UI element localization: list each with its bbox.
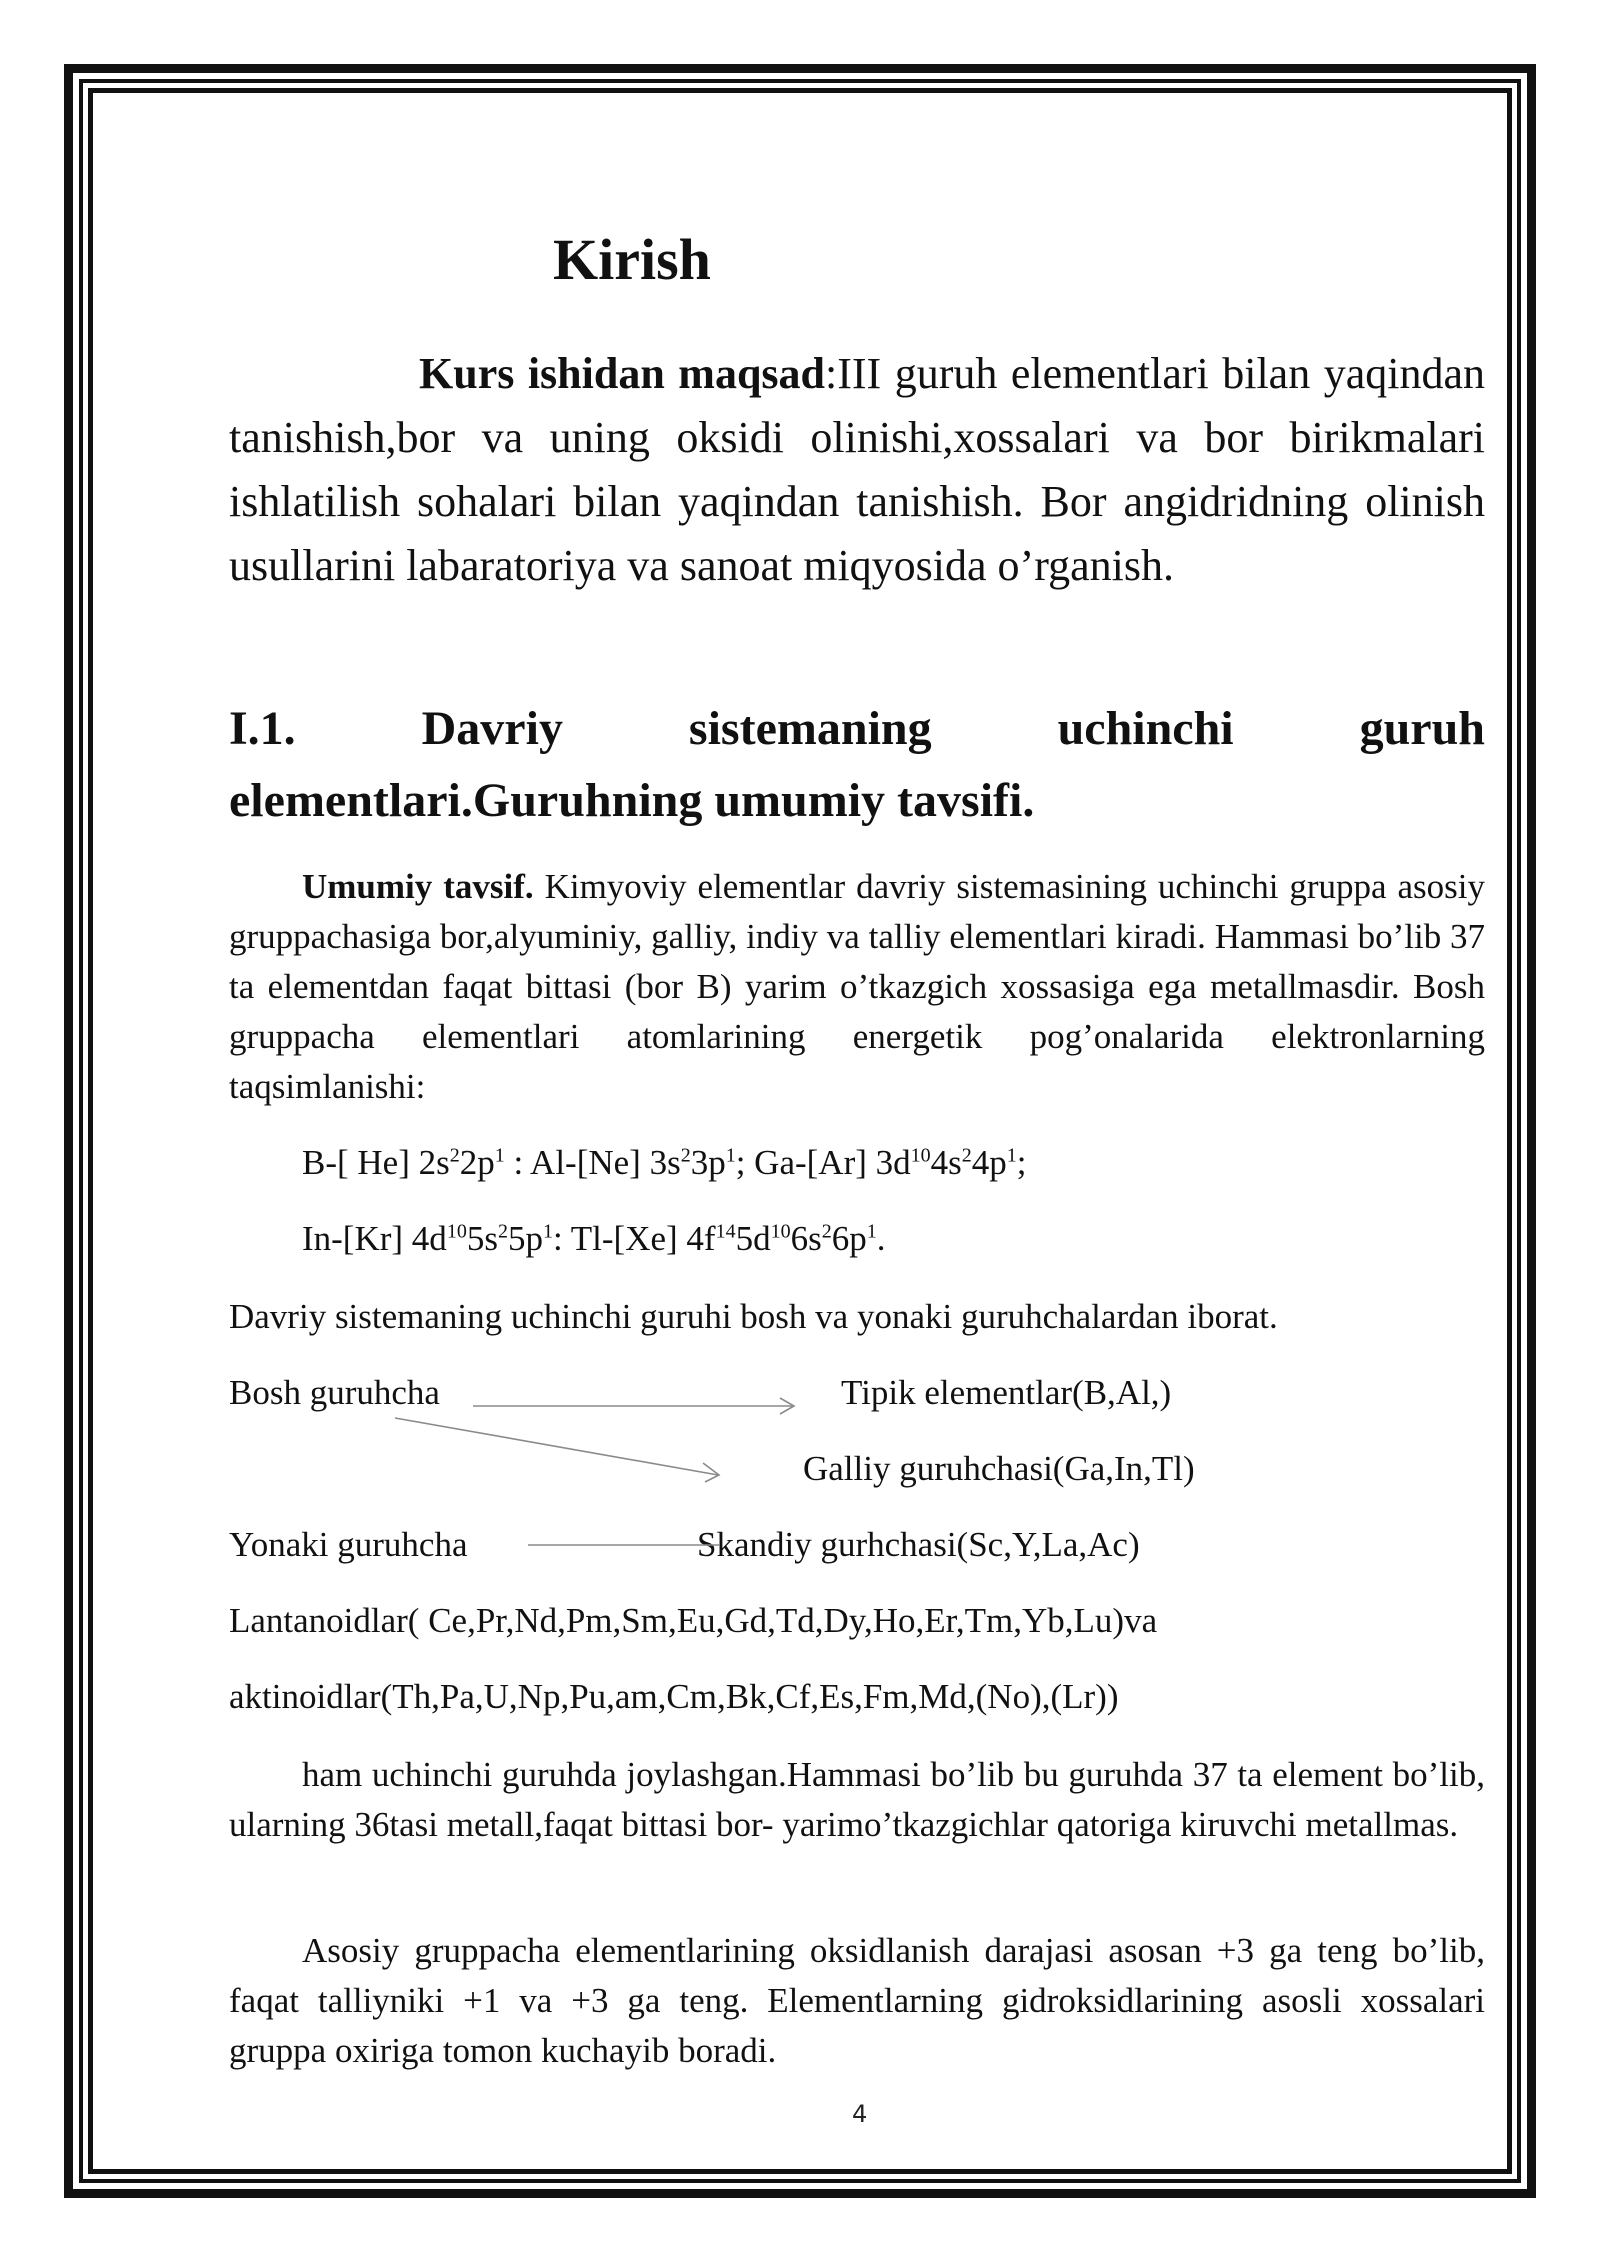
formula-superscript: 1 (866, 1220, 877, 1243)
heading-word: uchinchi (1057, 702, 1234, 755)
heading-word: guruh (1359, 702, 1485, 755)
page-number: 4 (852, 2100, 868, 2128)
paragraph-text: ham uchinchi guruhda joylashgan.Hammasi bo’lib bu guruhda 37 ta element bo’lib, ularning 36tasi metall,faqat bittasi bor- yarimo’tkazgichlar qatoriga kiruvchi metallmas. (229, 1755, 1485, 1844)
bosh-guruhcha-label: Bosh guruhcha (229, 1373, 440, 1412)
formula-text: : Tl-[Xe] 4f (552, 1219, 716, 1258)
paragraph-text: Kimyoviy elementlar davriy sistemasining uchinchi gruppa asosiy gruppachasiga bor,alyuminiy, galliy, indiy va talliy elementlari kiradi. Hammasi bo’lib 37 ta elementdan faqat bittasi (bor B) yarim o’tkazgich xossasiga ega metallmasdir. Bosh gruppacha elementlari atomlarining energetik pog’onalarida elektronlarning taqsimlanishi: (229, 867, 1485, 1106)
formula-superscript: 10 (446, 1220, 467, 1243)
formula-text: 2p (459, 1143, 495, 1182)
formula-text: . (876, 1219, 886, 1258)
electron-config-line-2 (302, 1214, 885, 1264)
formula-superscript: 2 (821, 1220, 832, 1243)
formula-text: 5p (507, 1219, 543, 1258)
intro-lead: Kurs ishidan maqsad (419, 349, 826, 398)
heading-word: sistemaning (688, 702, 932, 755)
formula-superscript: 10 (770, 1220, 791, 1243)
paragraph-lead-bold: Umumiy tavsif. (302, 867, 534, 906)
yonaki-guruhcha-label: Yonaki guruhcha (229, 1525, 468, 1564)
formula-text: In-[Kr] 4d (302, 1219, 447, 1258)
lantanoids-line: Lantanoidlar( Ce,Pr,Nd,Pm,Sm,Eu,Gd,Td,Dy,Ho,Er,Tm,Yb,Lu)va (229, 1601, 1158, 1640)
section-heading-line2: elementlari.Guruhning umumiy tavsifi. (229, 774, 1035, 827)
formula-superscript: 2 (449, 1144, 460, 1167)
formula-superscript: 1 (494, 1144, 505, 1167)
formula-superscript: 2 (961, 1144, 972, 1167)
formula-superscript: 1 (725, 1144, 736, 1167)
formula-text: 4s (930, 1143, 962, 1182)
formula-text: ; (1016, 1143, 1027, 1182)
formula-text: B-[ He] 2s (302, 1143, 450, 1182)
page-title: Kirish (553, 227, 711, 292)
intro-paragraph (229, 342, 1485, 598)
formula-text: 4p (971, 1143, 1007, 1182)
formula-superscript: 1 (542, 1220, 553, 1243)
formula-superscript: 14 (715, 1220, 736, 1243)
paragraph-oxidation-states (229, 1926, 1485, 2076)
aktinoids-line: aktinoidlar(Th,Pa,U,Np,Pu,am,Cm,Bk,Cf,Es,Fm,Md,(No),(Lr)) (229, 1677, 1119, 1716)
intro-text: :III guruh elementlari bilan yaqindan tanishish,bor va uning oksidi olinishi,xossalari va bor birikmalari ishlatilish sohalari bilan yaqindan tanishish. Bor angidridning olinish usullarini labaratoriya va sanoat miqyosida o’rganish. (229, 349, 1485, 590)
paragraph-text: Asosiy gruppacha elementlarining oksidlanish darajasi asosan +3 ga teng bo’lib, faqat talliyniki +1 va +3 ga teng. Elementlarning gidroksidlarining asosli xossalari gruppa oxiriga tomon kuchayib boradi. (229, 1931, 1485, 2070)
section-heading (229, 693, 1485, 837)
electron-config-line-1 (302, 1138, 1027, 1188)
heading-word: I.1. (229, 702, 296, 755)
heading-word: Davriy (421, 702, 563, 755)
formula-text: 5d (735, 1219, 771, 1258)
formula-superscript: 2 (680, 1144, 691, 1167)
galliy-group-label: Galliy guruhchasi(Ga,In,Tl) (803, 1449, 1195, 1488)
formula-text: : Al-[Ne] 3s (504, 1143, 681, 1182)
section-heading-line1 (229, 693, 1485, 765)
formula-superscript: 10 (910, 1144, 931, 1167)
formula-text: 6p (831, 1219, 867, 1258)
formula-text: 3p (690, 1143, 726, 1182)
groups-intro-line: Davriy sistemaning uchinchi guruhi bosh va yonaki guruhchalardan iborat. (229, 1297, 1278, 1336)
tipik-elements-label: Tipik elementlar(B,Al,) (841, 1373, 1172, 1412)
skandiy-group-label: Skandiy gurhchasi(Sc,Y,La,Ac) (697, 1525, 1140, 1564)
formula-superscript: 2 (497, 1220, 508, 1243)
formula-text: 6s (790, 1219, 822, 1258)
formula-text: ; Ga-[Ar] 3d (735, 1143, 911, 1182)
paragraph-general-description (229, 862, 1485, 1112)
formula-superscript: 1 (1006, 1144, 1017, 1167)
formula-text: 5s (466, 1219, 498, 1258)
paragraph-group-composition (229, 1750, 1485, 1850)
